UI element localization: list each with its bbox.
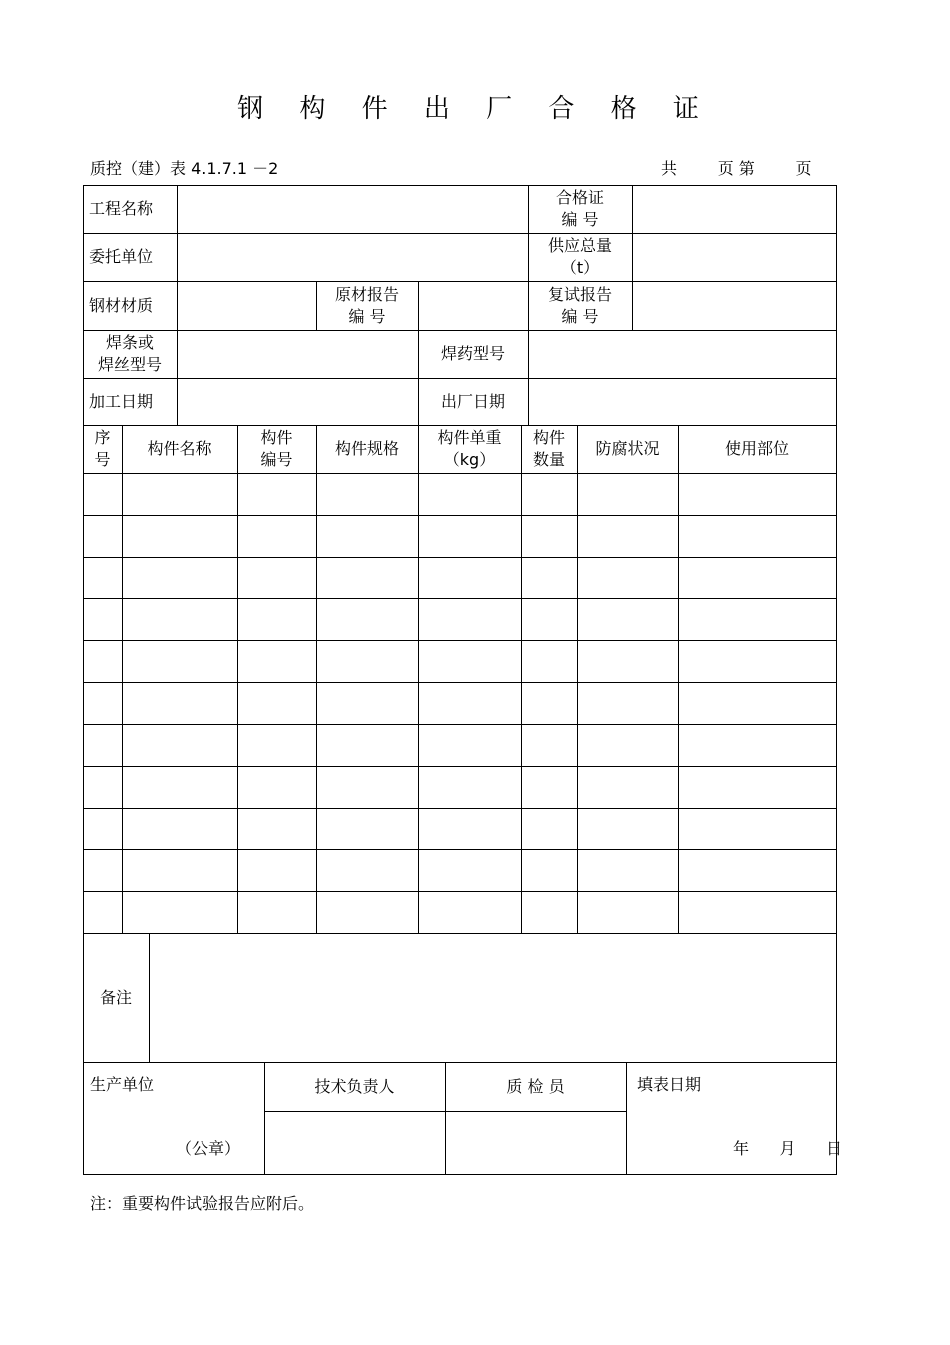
- col-header-quantity: 构件 数量: [532, 428, 565, 469]
- table-cell[interactable]: [679, 850, 836, 891]
- col-header-code: 构件 编号: [260, 428, 293, 469]
- table-cell[interactable]: [238, 641, 316, 682]
- table-cell[interactable]: [84, 850, 122, 891]
- steel-material-label: 钢材材质: [89, 295, 154, 315]
- retest-report-label: 复试报告 编 号: [547, 284, 612, 326]
- table-cell[interactable]: [84, 516, 122, 557]
- table-cell[interactable]: [578, 599, 678, 640]
- table-cell[interactable]: [522, 474, 577, 515]
- col-header-name: 构件名称: [147, 439, 212, 458]
- table-cell[interactable]: [679, 641, 836, 682]
- table-cell[interactable]: [679, 809, 836, 849]
- table-cell[interactable]: [578, 809, 678, 849]
- table-cell[interactable]: [522, 892, 577, 933]
- table-cell[interactable]: [238, 516, 316, 557]
- table-cell[interactable]: [522, 683, 577, 724]
- table-cell[interactable]: [578, 558, 678, 598]
- table-cell[interactable]: [317, 767, 418, 808]
- table-cell[interactable]: [522, 599, 577, 640]
- table-cell[interactable]: [419, 474, 521, 515]
- table-cell[interactable]: [84, 809, 122, 849]
- tech-lead-label: 技术负责人: [314, 1076, 395, 1096]
- inspector-signature-field[interactable]: [446, 1112, 625, 1173]
- table-cell[interactable]: [317, 599, 418, 640]
- table-cell[interactable]: [578, 850, 678, 891]
- table-cell[interactable]: [578, 474, 678, 515]
- table-cell[interactable]: [123, 767, 237, 808]
- table-cell[interactable]: [84, 558, 122, 598]
- table-cell[interactable]: [419, 850, 521, 891]
- table-cell[interactable]: [238, 558, 316, 598]
- table-cell[interactable]: [419, 767, 521, 808]
- table-cell[interactable]: [419, 641, 521, 682]
- inspector-label: 质 检 员: [506, 1076, 565, 1096]
- seal-label: （公章）: [176, 1139, 241, 1158]
- document-title: 钢 构 件 出 厂 合 格 证: [237, 94, 713, 124]
- process-date-label: 加工日期: [89, 391, 154, 411]
- table-cell[interactable]: [578, 516, 678, 557]
- raw-report-label: 原材报告 编 号: [334, 284, 399, 326]
- table-cell[interactable]: [317, 516, 418, 557]
- col-header-location: 使用部位: [724, 439, 789, 458]
- table-cell[interactable]: [123, 683, 237, 724]
- table-cell[interactable]: [123, 892, 237, 933]
- col-header-unit-weight: 构件单重 （kg）: [437, 428, 502, 469]
- table-cell[interactable]: [419, 558, 521, 598]
- table-cell[interactable]: [578, 725, 678, 766]
- table-cell[interactable]: [84, 683, 122, 724]
- project-name-label: 工程名称: [89, 199, 154, 218]
- table-cell[interactable]: [123, 516, 237, 557]
- table-cell[interactable]: [419, 683, 521, 724]
- table-cell[interactable]: [679, 558, 836, 598]
- cert-no-label: 合格证 编 号: [555, 188, 604, 229]
- table-cell[interactable]: [123, 850, 237, 891]
- table-cell[interactable]: [238, 809, 316, 849]
- table-cell[interactable]: [317, 558, 418, 598]
- tech-lead-signature-field[interactable]: [265, 1112, 444, 1173]
- table-cell[interactable]: [123, 641, 237, 682]
- table-cell[interactable]: [123, 474, 237, 515]
- footnote: 注：重要构件试验报告应附后。: [90, 1194, 315, 1213]
- remarks-label: 备注: [99, 987, 132, 1007]
- table-cell[interactable]: [317, 683, 418, 724]
- table-cell[interactable]: [317, 641, 418, 682]
- table-cell[interactable]: [419, 892, 521, 933]
- table-cell[interactable]: [522, 809, 577, 849]
- table-cell[interactable]: [679, 516, 836, 557]
- remarks-field[interactable]: [150, 934, 836, 1061]
- table-cell[interactable]: [419, 516, 521, 557]
- table-cell[interactable]: [578, 641, 678, 682]
- table-cell[interactable]: [84, 725, 122, 766]
- table-cell[interactable]: [522, 641, 577, 682]
- table-cell[interactable]: [238, 474, 316, 515]
- table-cell[interactable]: [679, 892, 836, 933]
- table-cell[interactable]: [238, 767, 316, 808]
- table-cell[interactable]: [123, 809, 237, 849]
- table-cell[interactable]: [522, 558, 577, 598]
- table-cell[interactable]: [238, 892, 316, 933]
- table-cell[interactable]: [419, 599, 521, 640]
- table-cell[interactable]: [522, 725, 577, 766]
- fill-date-label: 填表日期: [637, 1075, 702, 1094]
- table-cell[interactable]: [419, 809, 521, 849]
- table-cell[interactable]: [84, 641, 122, 682]
- table-cell[interactable]: [522, 767, 577, 808]
- table-cell[interactable]: [419, 725, 521, 766]
- table-cell[interactable]: [84, 767, 122, 808]
- table-cell[interactable]: [679, 599, 836, 640]
- col-header-anticorrosion: 防腐状况: [595, 439, 660, 458]
- supply-total-label: 供应总量 （t）: [547, 236, 612, 277]
- form-code: 质控（建）表 4.1.7.1 －2: [90, 159, 279, 178]
- table-cell[interactable]: [317, 892, 418, 933]
- table-cell[interactable]: [679, 725, 836, 766]
- table-cell[interactable]: [679, 474, 836, 515]
- table-cell[interactable]: [317, 850, 418, 891]
- table-cell[interactable]: [123, 725, 237, 766]
- col-header-index: 序 号: [94, 428, 111, 469]
- table-cell[interactable]: [84, 599, 122, 640]
- table-cell[interactable]: [84, 474, 122, 515]
- factory-date-label: 出厂日期: [440, 391, 505, 411]
- table-cell[interactable]: [238, 725, 316, 766]
- table-cell[interactable]: [679, 683, 836, 724]
- fill-date-value: 年 月 日: [733, 1139, 843, 1158]
- table-cell[interactable]: [317, 725, 418, 766]
- table-cell[interactable]: [317, 474, 418, 515]
- table-cell[interactable]: [578, 767, 678, 808]
- table-cell[interactable]: [522, 516, 577, 557]
- table-cell[interactable]: [578, 683, 678, 724]
- table-cell[interactable]: [522, 850, 577, 891]
- table-cell[interactable]: [238, 850, 316, 891]
- col-header-spec: 构件规格: [334, 439, 399, 458]
- weld-model-label: 焊条或 焊丝型号: [97, 333, 162, 374]
- page-info: 共 页 第 页: [661, 159, 812, 178]
- table-cell[interactable]: [578, 892, 678, 933]
- table-cell[interactable]: [238, 683, 316, 724]
- table-cell[interactable]: [84, 892, 122, 933]
- production-unit-label: 生产单位: [90, 1075, 155, 1094]
- table-cell[interactable]: [123, 599, 237, 640]
- table-cell[interactable]: [238, 599, 316, 640]
- client-label: 委托单位: [89, 247, 154, 266]
- table-cell[interactable]: [679, 767, 836, 808]
- flux-model-label: 焊药型号: [440, 344, 505, 363]
- table-cell[interactable]: [123, 558, 237, 598]
- table-cell[interactable]: [317, 809, 418, 849]
